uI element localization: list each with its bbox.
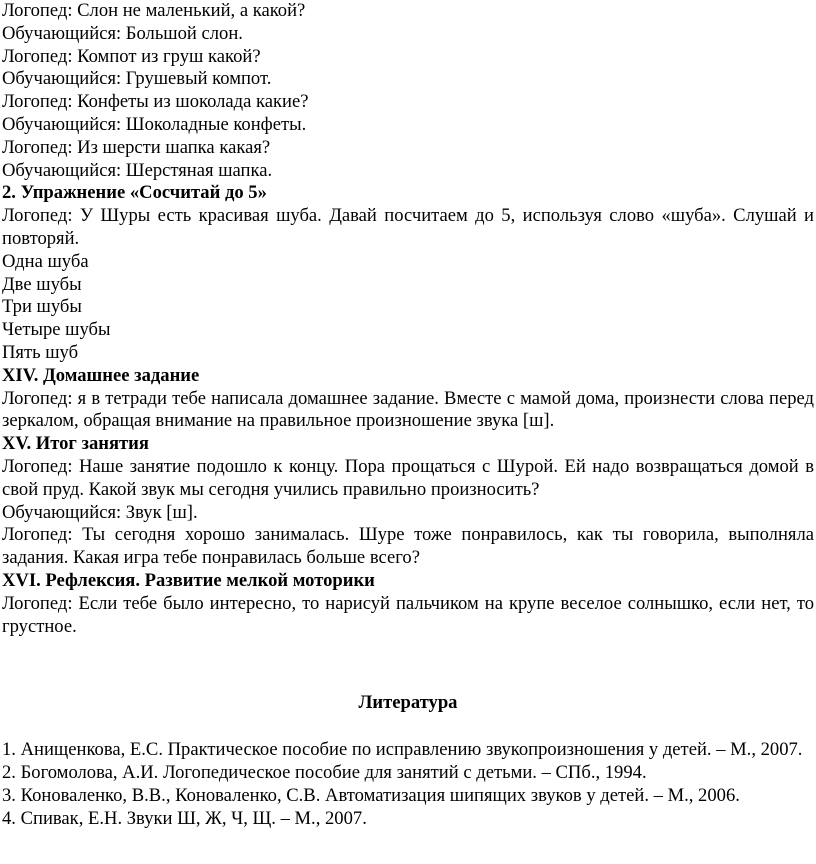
- section-14: [2, 365, 814, 433]
- reference-item: 1. Анищенкова, Е.С. Практическое пособие по исправлению звукопроизношения у детей. – М., 2007.: [2, 739, 803, 761]
- dialogue-line: Обучающийся: Грушевый компот.: [2, 68, 272, 90]
- spacer: [2, 638, 814, 692]
- section-16-text: Логопед: Если тебе было интересно, то нарисуй пальчиком на крупе веселое солнышко, если нет, то грустное.: [2, 592, 814, 637]
- references-section: [2, 692, 814, 830]
- dialogue-line: Обучающийся: Шерстяная шапка.: [2, 159, 273, 181]
- count-item: Три шубы: [2, 296, 82, 318]
- spacer: [2, 715, 814, 739]
- section-14-text: Логопед: я в тетради тебе написала домашнее задание. Вместе с мамой дома, произнести слова перед зеркалом, обращая внимание на правильное произношение звука [ш].: [2, 387, 814, 432]
- dialogue-line: Обучающийся: Большой слон.: [2, 22, 243, 44]
- reference-item: 2. Богомолова, А.И. Логопедическое пособие для занятий с детьми. – СПб., 1994.: [2, 761, 647, 783]
- count-item: Одна шуба: [2, 250, 89, 272]
- reference-item: 3. Коноваленко, В.В., Коноваленко, С.В. Автоматизация шипящих звуков у детей. – М., 2006.: [2, 784, 740, 806]
- dialogue-block: [2, 0, 814, 182]
- dialogue-line: Логопед: Из шерсти шапка какая?: [2, 136, 271, 158]
- exercise-2-heading: 2. Упражнение «Сосчитай до 5»: [2, 182, 267, 204]
- dialogue-line: Обучающийся: Шоколадные конфеты.: [2, 113, 307, 135]
- reference-item: 4. Спивак, Е.Н. Звуки Ш, Ж, Ч, Щ. – М., 2007.: [2, 807, 367, 829]
- references-heading: Литература: [358, 692, 458, 714]
- section-15-paragraph-2: Обучающийся: Звук [ш].: [2, 501, 198, 523]
- dialogue-line: Логопед: Конфеты из шоколада какие?: [2, 91, 309, 113]
- count-item: Четыре шубы: [2, 319, 111, 341]
- count-item: Две шубы: [2, 273, 82, 295]
- section-16: [2, 570, 814, 638]
- section-15: [2, 433, 814, 570]
- count-item: Пять шуб: [2, 341, 79, 363]
- section-15-paragraph-1: Логопед: Наше занятие подошло к концу. Пора прощаться с Шурой. Ей надо возвращаться домой в свой пруд. Какой звук мы сегодня учились правильно произносить?: [2, 455, 814, 500]
- exercise-2-intro: Логопед: У Шуры есть красивая шуба. Давай посчитаем до 5, используя слово «шуба». Слушай и повторяй.: [2, 205, 814, 249]
- section-15-paragraph-3: Логопед: Ты сегодня хорошо занималась. Шуре тоже понравилось, как ты говорила, выполняла задания. Какая игра тебе понравилась больше всего?: [2, 524, 814, 569]
- section-16-heading: XVI. Рефлексия. Развитие мелкой моторики: [2, 569, 375, 591]
- section-14-heading: XIV. Домашнее задание: [2, 364, 200, 386]
- document-page: [2, 0, 814, 830]
- section-15-heading: XV. Итог занятия: [2, 433, 149, 455]
- dialogue-line: Логопед: Компот из груш какой?: [2, 45, 261, 67]
- dialogue-line: Логопед: Слон не маленький, а какой?: [2, 0, 306, 21]
- exercise-2-section: [2, 182, 814, 364]
